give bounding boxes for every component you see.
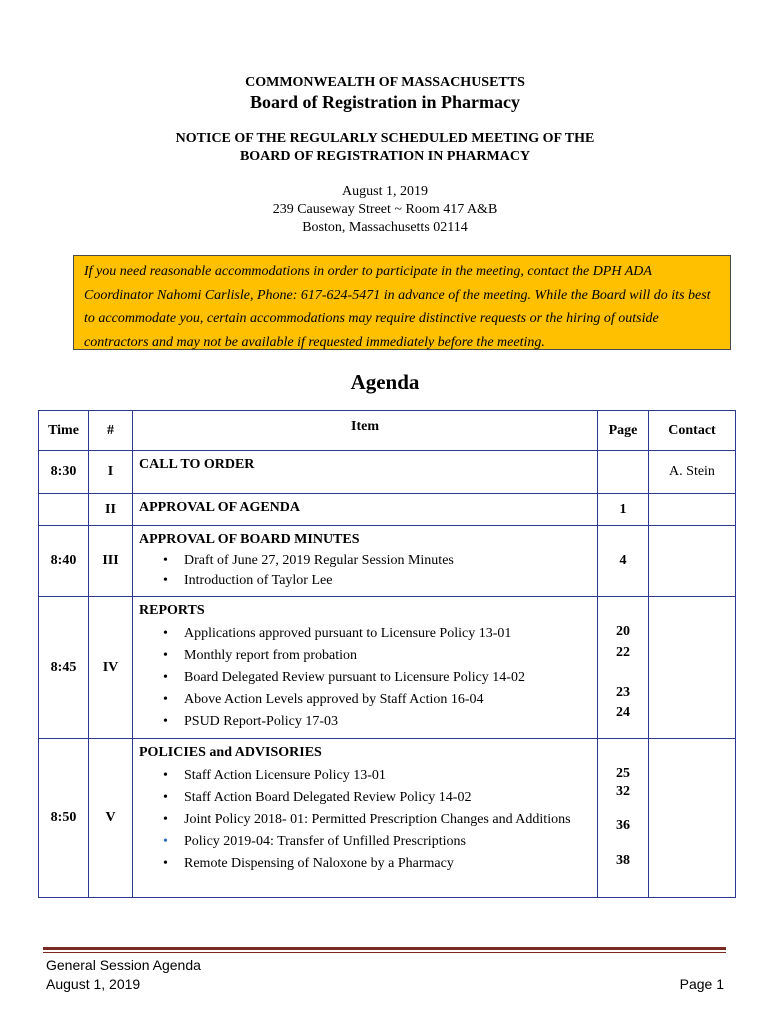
footer-divider bbox=[43, 947, 726, 950]
row-contact bbox=[649, 526, 736, 597]
page-number: 25 bbox=[616, 766, 630, 781]
row-item bbox=[133, 597, 598, 739]
board-name: Board of Registration in Pharmacy bbox=[250, 92, 520, 112]
page-number: 22 bbox=[616, 645, 630, 660]
page-number: 23 bbox=[616, 685, 630, 700]
footer-title: General Session Agenda bbox=[46, 957, 201, 973]
section-title: APPROVAL OF AGENDA bbox=[139, 500, 301, 515]
section-title: POLICIES and ADVISORIES bbox=[139, 745, 322, 760]
footer-date: August 1, 2019 bbox=[46, 976, 141, 992]
row-num: III bbox=[89, 526, 133, 597]
page-number: 32 bbox=[616, 784, 630, 799]
table-row bbox=[39, 739, 736, 898]
agenda-table bbox=[38, 410, 736, 898]
list-item: • Introduction of Taylor Lee bbox=[184, 571, 591, 591]
list-item: • Joint Policy 2018- 01: Permitted Prescription Changes and Additions bbox=[184, 809, 591, 831]
header-page: Page bbox=[598, 411, 649, 451]
header-contact: Contact bbox=[649, 411, 736, 451]
row-contact bbox=[649, 494, 736, 526]
row-item bbox=[133, 739, 598, 898]
row-contact bbox=[649, 597, 736, 739]
table-row bbox=[39, 597, 736, 739]
row-time: 8:40 bbox=[39, 526, 89, 597]
row-pages bbox=[598, 739, 649, 898]
table-header-row bbox=[39, 411, 736, 451]
section-title: CALL TO ORDER bbox=[139, 457, 255, 472]
list-item: • Above Action Levels approved by Staff Action 16-04 bbox=[184, 689, 591, 711]
table-row bbox=[39, 451, 736, 494]
row-time: 8:50 bbox=[39, 739, 89, 898]
footer-divider-thin bbox=[43, 952, 726, 953]
list-item: • Remote Dispensing of Naloxone by a Pharmacy bbox=[184, 853, 591, 875]
page-number: 24 bbox=[616, 705, 630, 720]
table-row bbox=[39, 526, 736, 597]
page-number: 36 bbox=[616, 818, 630, 833]
header-item: Item bbox=[133, 411, 598, 451]
list-item: • Staff Action Board Delegated Review Policy 14-02 bbox=[184, 787, 591, 809]
row-item bbox=[133, 526, 598, 597]
row-pages bbox=[598, 597, 649, 739]
agency-name: COMMONWEALTH OF MASSACHUSETTS bbox=[245, 75, 525, 90]
list-item: • Board Delegated Review pursuant to Licensure Policy 14-02 bbox=[184, 667, 591, 689]
agenda-title: Agenda bbox=[350, 370, 420, 394]
table-row bbox=[39, 494, 736, 526]
list-item: • Applications approved pursuant to Licensure Policy 13-01 bbox=[184, 623, 591, 645]
row-num: IV bbox=[89, 597, 133, 739]
page-number: 20 bbox=[616, 624, 630, 639]
list-item: • Monthly report from probation bbox=[184, 645, 591, 667]
list-item: • Draft of June 27, 2019 Regular Session Minutes bbox=[184, 551, 591, 571]
row-contact: A. Stein bbox=[649, 451, 736, 494]
notice-title-line1: NOTICE OF THE REGULARLY SCHEDULED MEETING OF THE bbox=[175, 131, 595, 146]
row-num: I bbox=[89, 451, 133, 494]
row-time: 8:45 bbox=[39, 597, 89, 739]
row-num: V bbox=[89, 739, 133, 898]
row-page bbox=[598, 451, 649, 494]
notice-title-line2: BOARD OF REGISTRATION IN PHARMACY bbox=[239, 149, 531, 164]
page-number: 38 bbox=[616, 853, 630, 868]
row-page: 4 bbox=[598, 526, 649, 597]
row-item bbox=[133, 494, 598, 526]
list-item: • Staff Action Licensure Policy 13-01 bbox=[184, 765, 591, 787]
list-item: • Policy 2019-04: Transfer of Unfilled Prescriptions bbox=[184, 831, 591, 853]
row-time bbox=[39, 494, 89, 526]
accommodation-notice: If you need reasonable accommodations in order to participate in the meeting, contact the DPH ADA Coordinator Nahomi Carlisle, Phone: 617-624-5471 in advance of the meeting. While the Board will do its best to accommodate you, certain accommodations may require distinctive requests or the hiring of outside contractors and may not be available if requested immediately before the meeting. bbox=[73, 255, 731, 350]
meeting-date: August 1, 2019 bbox=[342, 184, 428, 199]
list-item: • PSUD Report-Policy 17-03 bbox=[184, 711, 591, 733]
row-page: 1 bbox=[598, 494, 649, 526]
header-time: Time bbox=[39, 411, 89, 451]
row-contact bbox=[649, 739, 736, 898]
header-num: # bbox=[89, 411, 133, 451]
address-line1: 239 Causeway Street ~ Room 417 A&B bbox=[272, 202, 498, 217]
section-title: REPORTS bbox=[139, 603, 205, 618]
row-num: II bbox=[89, 494, 133, 526]
section-title: APPROVAL OF BOARD MINUTES bbox=[139, 532, 360, 547]
address-line2: Boston, Massachusetts 02114 bbox=[302, 220, 468, 235]
row-time: 8:30 bbox=[39, 451, 89, 494]
row-item bbox=[133, 451, 598, 494]
footer-page-number: Page 1 bbox=[679, 976, 724, 992]
